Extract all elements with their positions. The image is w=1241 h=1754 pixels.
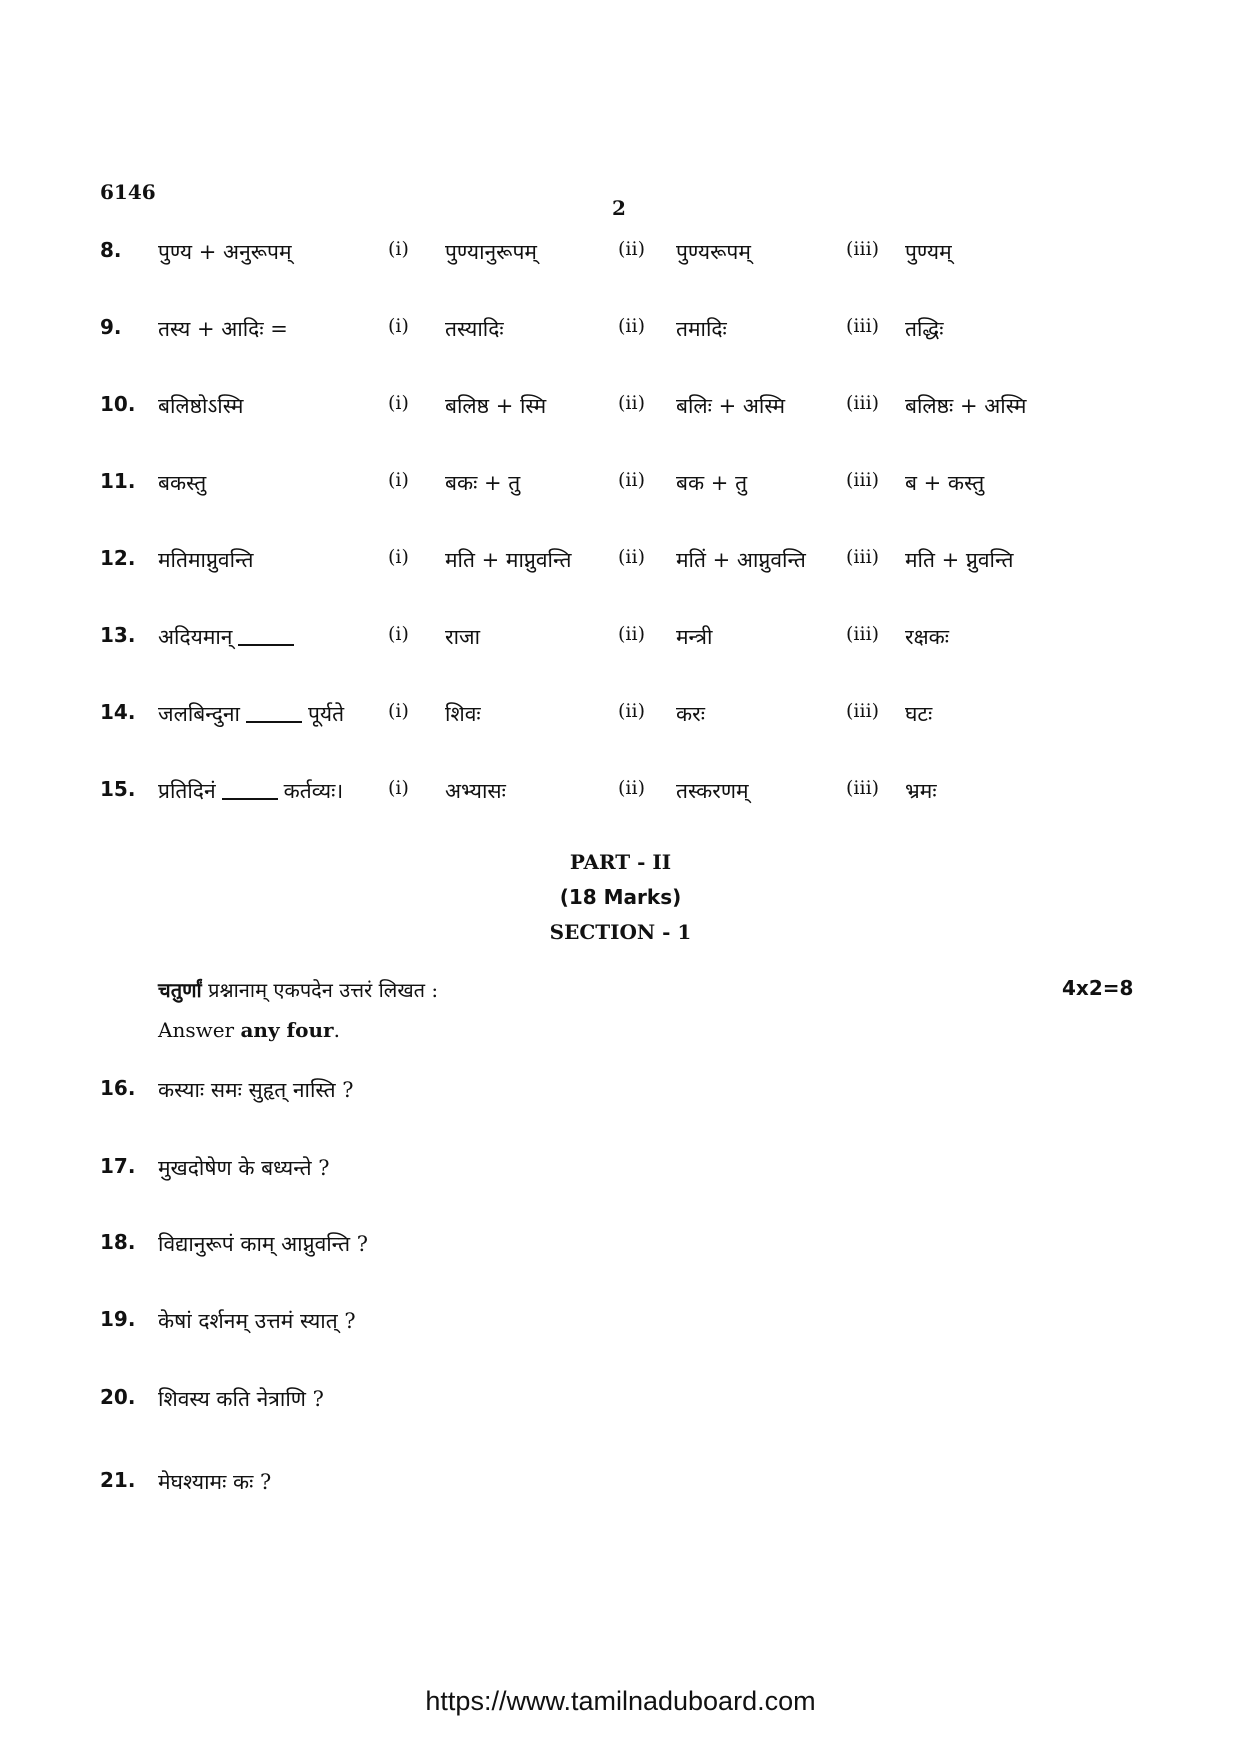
option-label: (i) bbox=[388, 469, 409, 491]
option-label: (ii) bbox=[618, 546, 645, 568]
question-number: 21. bbox=[100, 1468, 136, 1492]
question-number: 10. bbox=[100, 392, 136, 416]
question-text bbox=[158, 315, 288, 343]
option-text: तद्धिः bbox=[905, 317, 944, 341]
footer-url: https://www.tamilnaduboard.com bbox=[425, 1686, 816, 1716]
option-text: बकः + तु bbox=[445, 471, 521, 495]
question-number: 8. bbox=[100, 238, 122, 262]
option-text: ब + कस्तु bbox=[905, 471, 985, 495]
question-text-part: प्रतिदिनं bbox=[158, 779, 216, 803]
question-number: 13. bbox=[100, 623, 136, 647]
question-number: 16. bbox=[100, 1076, 136, 1100]
section-title: SECTION - 1 bbox=[549, 920, 692, 944]
question-text-part: बलिष्ठोऽस्मि bbox=[158, 394, 244, 418]
option-text: मति + माप्नुवन्ति bbox=[445, 548, 572, 572]
mcq-item bbox=[0, 238, 1241, 278]
question-text bbox=[158, 469, 206, 497]
mcq-item bbox=[0, 315, 1241, 355]
question-text: मेघश्यामः कः ? bbox=[158, 1470, 272, 1494]
option-label: (ii) bbox=[618, 315, 645, 337]
option-label: (iii) bbox=[846, 700, 880, 722]
question-number: 17. bbox=[100, 1154, 136, 1178]
option-label: (ii) bbox=[618, 469, 645, 491]
mcq-item bbox=[0, 469, 1241, 509]
option-label: (iii) bbox=[846, 238, 880, 260]
part-title: PART - II bbox=[569, 850, 672, 874]
question-text bbox=[158, 623, 300, 651]
mcq-item bbox=[0, 546, 1241, 586]
answer-blank bbox=[222, 797, 278, 800]
question-text bbox=[158, 238, 292, 266]
option-label: (i) bbox=[388, 777, 409, 799]
mcq-item bbox=[0, 392, 1241, 432]
question-number: 12. bbox=[100, 546, 136, 570]
instruction-english bbox=[158, 1018, 340, 1042]
instruction-english-bold: any four bbox=[240, 1018, 334, 1042]
question-text bbox=[158, 546, 253, 574]
option-label: (iii) bbox=[846, 623, 880, 645]
question-text-part: कर्तव्यः। bbox=[283, 779, 344, 803]
question-text: शिवस्य कति नेत्राणि ? bbox=[158, 1387, 324, 1411]
option-label: (i) bbox=[388, 238, 409, 260]
option-text: बलिः + अस्मि bbox=[676, 394, 786, 418]
question-number: 11. bbox=[100, 469, 136, 493]
answer-blank bbox=[238, 643, 294, 646]
question-text-part: मतिमाप्नुवन्ति bbox=[158, 548, 254, 572]
option-text: बलिष्ठः + अस्मि bbox=[905, 394, 1027, 418]
option-label: (ii) bbox=[618, 700, 645, 722]
question-number: 20. bbox=[100, 1385, 136, 1409]
question-number: 15. bbox=[100, 777, 136, 801]
mcq-item bbox=[0, 700, 1241, 740]
option-text: तस्यादिः bbox=[445, 317, 504, 341]
option-text: घटः bbox=[905, 702, 933, 726]
question-text bbox=[158, 392, 243, 420]
question-number: 14. bbox=[100, 700, 136, 724]
option-text: मति + प्नुवन्ति bbox=[905, 548, 1014, 572]
question-text-part: जलबिन्दुना bbox=[158, 702, 240, 726]
page-number: 2 bbox=[612, 196, 626, 220]
section-marks: 4x2=8 bbox=[1062, 976, 1134, 1000]
option-label: (iii) bbox=[846, 315, 880, 337]
question-number: 19. bbox=[100, 1307, 136, 1331]
option-text: शिवः bbox=[445, 702, 481, 726]
option-text: पुण्यरूपम् bbox=[676, 240, 751, 264]
mcq-item bbox=[0, 777, 1241, 817]
instruction-english-prefix: Answer bbox=[158, 1018, 241, 1042]
question-text: कस्याः समः सुहृत् नास्ति ? bbox=[158, 1078, 354, 1102]
option-text: बलिष्ठ + स्मि bbox=[445, 394, 547, 418]
option-text: रक्षकः bbox=[905, 625, 950, 649]
option-label: (i) bbox=[388, 315, 409, 337]
question-text-part: अदियमान् bbox=[158, 625, 233, 649]
option-label: (i) bbox=[388, 392, 409, 414]
answer-blank bbox=[246, 720, 302, 723]
instruction-english-suffix: . bbox=[333, 1018, 340, 1042]
option-text: तस्करणम् bbox=[676, 779, 749, 803]
instruction-sanskrit-bold: चतुर्णां bbox=[158, 978, 202, 1002]
mcq-item bbox=[0, 623, 1241, 663]
question-text: केषां दर्शनम् उत्तमं स्यात् ? bbox=[158, 1309, 356, 1333]
question-number: 18. bbox=[100, 1230, 136, 1254]
instruction-sanskrit bbox=[158, 976, 438, 1003]
option-label: (ii) bbox=[618, 777, 645, 799]
question-text bbox=[158, 777, 343, 805]
question-text-part: पूर्यते bbox=[307, 702, 345, 726]
option-label: (ii) bbox=[618, 623, 645, 645]
option-label: (iii) bbox=[846, 546, 880, 568]
option-label: (ii) bbox=[618, 392, 645, 414]
option-text: अभ्यासः bbox=[445, 779, 506, 803]
option-label: (i) bbox=[388, 623, 409, 645]
option-text: तमादिः bbox=[676, 317, 727, 341]
question-number: 9. bbox=[100, 315, 122, 339]
option-text: पुण्यानुरूपम् bbox=[445, 240, 537, 264]
instruction-sanskrit-rest: प्रश्नानाम् एकपदेन उत्तरं लिखत : bbox=[201, 978, 439, 1002]
option-text: पुण्यम् bbox=[905, 240, 952, 264]
option-text: करः bbox=[676, 702, 705, 726]
question-text: विद्यानुरूपं काम् आप्नुवन्ति ? bbox=[158, 1232, 369, 1256]
option-label: (iii) bbox=[846, 469, 880, 491]
option-label: (iii) bbox=[846, 777, 880, 799]
question-text bbox=[158, 700, 344, 728]
option-text: मन्त्री bbox=[676, 625, 713, 649]
option-label: (i) bbox=[388, 546, 409, 568]
question-text-part: बकस्तु bbox=[158, 471, 207, 495]
question-paper-code: 6146 bbox=[100, 180, 156, 204]
question-text-part: पुण्य + अनुरूपम् bbox=[158, 240, 292, 264]
option-text: मतिं + आप्नुवन्ति bbox=[676, 548, 806, 572]
question-text: मुखदोषेण के बध्यन्ते ? bbox=[158, 1156, 330, 1180]
option-label: (ii) bbox=[618, 238, 645, 260]
option-label: (iii) bbox=[846, 392, 880, 414]
option-text: राजा bbox=[445, 625, 481, 649]
option-text: बक + तु bbox=[676, 471, 748, 495]
option-text: भ्रमः bbox=[905, 779, 937, 803]
option-label: (i) bbox=[388, 700, 409, 722]
question-text-part: तस्य + आदिः = bbox=[158, 317, 288, 341]
part-marks: (18 Marks) bbox=[559, 885, 682, 909]
